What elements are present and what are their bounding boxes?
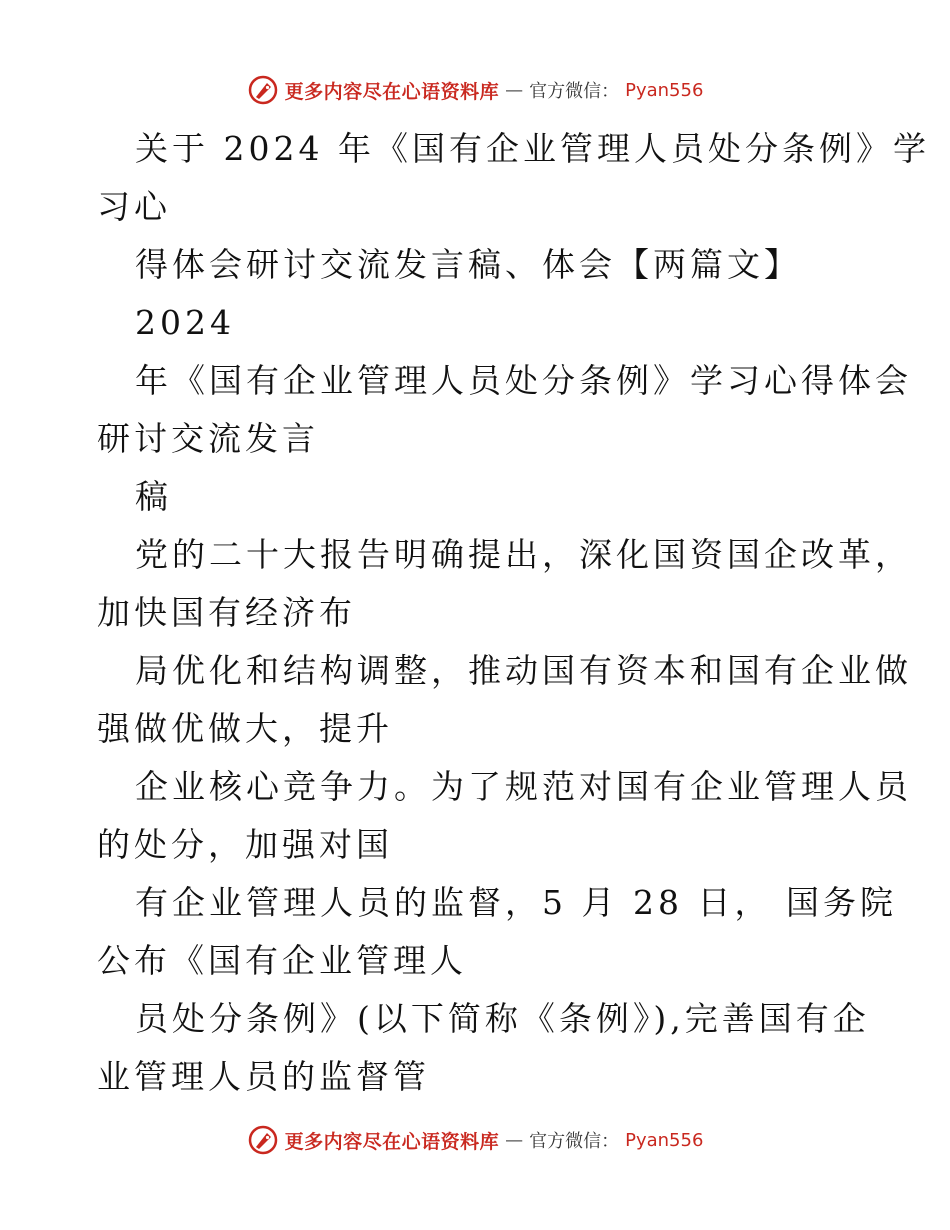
- paragraph-line: 局优化和结构调整，推动国有资本和国有企业做: [135, 651, 912, 690]
- footer-watermark: [0, 1120, 950, 1160]
- paragraph-line: 强做优做大，提升: [97, 709, 393, 748]
- watermark-separator: —: [505, 1129, 524, 1151]
- watermark-contact-label: 官方微信：: [529, 81, 620, 102]
- document-title-line: 关于 2024 年《国有企业管理人员处分条例》学: [135, 129, 930, 168]
- document-title-line: 得体会研讨交流发言稿、体会【两篇文】: [135, 245, 801, 284]
- paragraph-line: 员处分条例》(以下简称《条例》),完善国有企: [135, 999, 870, 1038]
- paragraph-line: 加快国有经济布: [97, 593, 356, 632]
- pen-nib-logo-icon: [247, 1124, 279, 1156]
- paragraph-line: 业管理人员的监督管: [97, 1057, 430, 1096]
- watermark-separator: —: [505, 79, 524, 101]
- paragraph-line: 的处分，加强对国: [97, 825, 393, 864]
- section-heading-line: 2024: [135, 303, 235, 342]
- paragraph-line: 有企业管理人员的监督，5 月 28 日， 国务院: [135, 883, 897, 922]
- watermark-contact-label: 官方微信：: [529, 1131, 620, 1152]
- pen-nib-logo-icon: [247, 74, 279, 106]
- watermark-contact-id: Pyan556: [625, 79, 704, 101]
- paragraph-line: 企业核心竞争力。为了规范对国有企业管理人员: [135, 767, 912, 806]
- watermark-contact-id: Pyan556: [625, 1129, 704, 1151]
- paragraph-line: 公布《国有企业管理人: [97, 941, 467, 980]
- section-heading-line: 年《国有企业管理人员处分条例》学习心得体会: [135, 361, 912, 400]
- section-heading-line: 研讨交流发言: [97, 419, 319, 458]
- document-body: [97, 120, 930, 1106]
- watermark-site-text: 更多内容尽在心语资料库: [284, 1130, 500, 1153]
- header-watermark: [0, 70, 950, 110]
- watermark-site-text: 更多内容尽在心语资料库: [284, 80, 500, 103]
- document-title-line: 习心: [97, 187, 171, 226]
- paragraph-line: 党的二十大报告明确提出，深化国资国企改革，: [135, 535, 912, 574]
- section-heading-line: 稿: [135, 477, 172, 516]
